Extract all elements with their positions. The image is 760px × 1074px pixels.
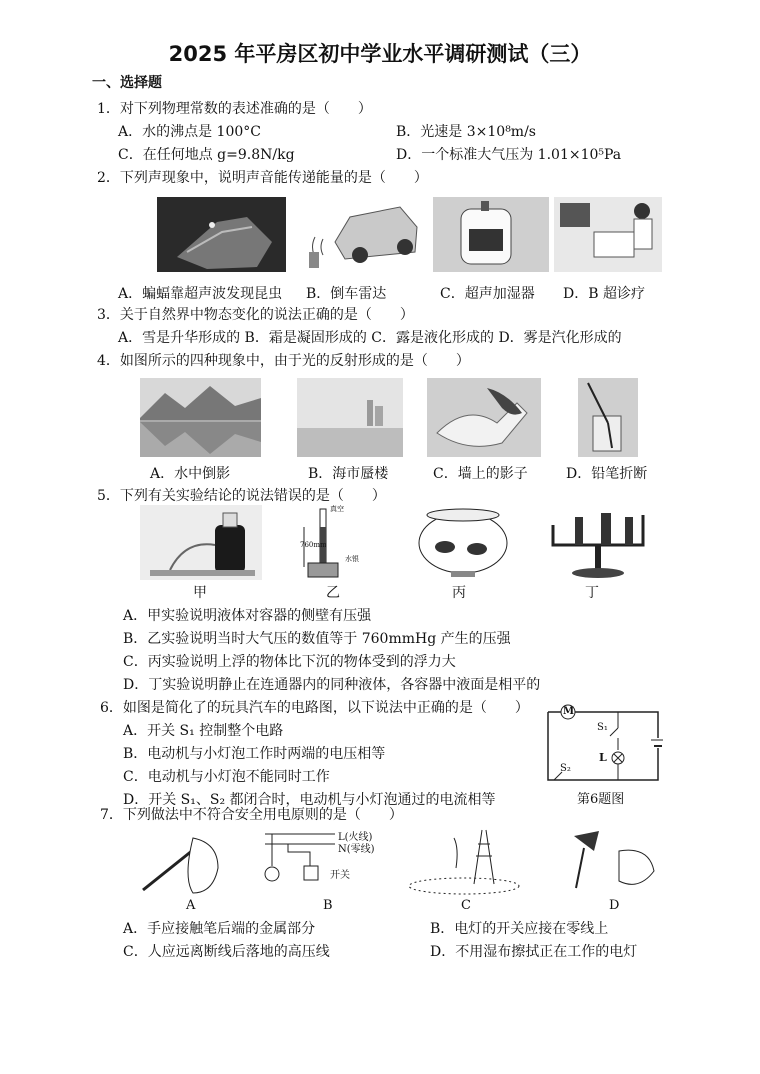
neutral-wire-label: N(零线) xyxy=(338,844,375,855)
q2-option-d: D．B 超诊疗 xyxy=(563,286,645,302)
q7-option-b: B．电灯的开关应接在零线上 xyxy=(430,921,609,937)
q7-figure-label-a: A xyxy=(186,898,196,913)
q4-option-c: C．墙上的影子 xyxy=(433,466,528,482)
q4-option-a: A．水中倒影 xyxy=(150,466,231,482)
q7-option-d: D．不用湿布擦拭正在工作的电灯 xyxy=(430,944,638,960)
q7-figure-label-c: C xyxy=(461,898,471,913)
bat-photo xyxy=(157,197,286,272)
section-heading: 一、选择题 xyxy=(92,75,162,91)
q1-option-a: A．水的沸点是 100°C xyxy=(118,124,261,140)
q5-option-c: C．丙实验说明上浮的物体比下沉的物体受到的浮力大 xyxy=(123,654,456,670)
q6-option-d: D．开关 S₁、S₂ 都闭合时，电动机与小灯泡通过的电流相等 xyxy=(123,792,496,808)
vacuum-label: 真空 xyxy=(330,505,344,513)
parking-radar-photo xyxy=(305,197,422,272)
q7-option-c: C．人应远离断线后落地的高压线 xyxy=(123,944,330,960)
q7-figure-label-d: D xyxy=(609,898,620,913)
mercury-label: 水银 xyxy=(345,555,359,563)
shadow-photo xyxy=(427,378,541,457)
desk-lamp-figure xyxy=(564,826,659,896)
q6-stem: 6．如图是简化了的玩具汽车的电路图，以下说法中正确的是（ ） xyxy=(100,700,529,716)
q7-option-a: A．手应接触笔后端的金属部分 xyxy=(123,921,316,937)
q5-option-a: A．甲实验说明液体对容器的侧壁有压强 xyxy=(123,608,372,624)
figure-label-ding: 丁 xyxy=(585,585,599,601)
q1-option-b: B．光速是 3×10⁸m/s xyxy=(396,124,536,140)
q6-circuit-diagram xyxy=(538,700,663,785)
figure-label-jia: 甲 xyxy=(193,585,207,601)
q2-stem: 2．下列声现象中，说明声音能传递能量的是（ ） xyxy=(97,170,428,186)
b-ultrasound-photo xyxy=(554,197,662,272)
humidifier-photo xyxy=(433,197,549,272)
switch-s1-label: S₁ xyxy=(597,722,608,733)
height-760mm-label: 760mm xyxy=(300,541,327,549)
figure-label-yi: 乙 xyxy=(326,585,340,601)
q4-option-d: D．铅笔折断 xyxy=(566,466,648,482)
q2-option-c: C．超声加湿器 xyxy=(440,286,535,302)
q5-option-b: B．乙实验说明当时大气压的数值等于 760mmHg 产生的压强 xyxy=(123,631,511,647)
test-pencil-figure xyxy=(138,828,226,898)
high-voltage-line-figure xyxy=(404,826,524,896)
q5-stem: 5．下列有关实验结论的说法错误的是（ ） xyxy=(97,488,386,504)
q6-option-c: C．电动机与小灯泡不能同时工作 xyxy=(123,769,330,785)
q6-option-a: A．开关 S₁ 控制整个电路 xyxy=(123,723,284,739)
q4-stem: 4．如图所示的四种现象中，由于光的反射形成的是（ ） xyxy=(97,353,470,369)
q6-option-b: B．电动机与小灯泡工作时两端的电压相等 xyxy=(123,746,386,762)
q4-option-b: B．海市蜃楼 xyxy=(308,466,389,482)
q3-stem: 3．关于自然界中物态变化的说法正确的是（ ） xyxy=(97,307,414,323)
q7-stem: 7．下列做法中不符合安全用电原则的是（ ） xyxy=(100,807,403,823)
q1-stem: 1．对下列物理常数的表述准确的是（ ） xyxy=(97,101,372,117)
connected-vessel-figure xyxy=(543,505,653,580)
q1-option-c: C．在任何地点 g=9.8N/kg xyxy=(118,147,295,163)
q3-options: A．雪是升华形成的 B．霜是凝固形成的 C．露是液化形成的 D．雾是汽化形成的 xyxy=(118,330,622,346)
q7-figure-label-b: B xyxy=(323,898,333,913)
q2-option-b: B．倒车雷达 xyxy=(306,286,387,302)
mirage-photo xyxy=(297,378,403,457)
motor-symbol-label: M xyxy=(563,706,575,717)
side-pressure-photo xyxy=(140,505,262,580)
switch-s2-label: S₂ xyxy=(560,763,571,774)
q2-option-a: A．蝙蝠靠超声波发现昆虫 xyxy=(118,286,283,302)
live-wire-label: L(火线) xyxy=(338,832,373,843)
reflection-photo xyxy=(140,378,261,457)
q5-option-d: D．丁实验说明静止在连通器内的同种液体，各容器中液面是相平的 xyxy=(123,677,541,693)
q1-option-d: D．一个标准大气压为 1.01×10⁵Pa xyxy=(396,147,622,163)
q6-figure-caption: 第6题图 xyxy=(577,792,625,807)
page-title: 2025 年平房区初中学业水平调研测试（三） xyxy=(168,42,592,66)
switch-label: 开关 xyxy=(330,870,350,881)
fishbowl-figure xyxy=(413,505,513,580)
pencil-photo xyxy=(578,378,638,457)
lamp-l-label: L xyxy=(599,751,607,764)
figure-label-bing: 丙 xyxy=(452,585,466,601)
